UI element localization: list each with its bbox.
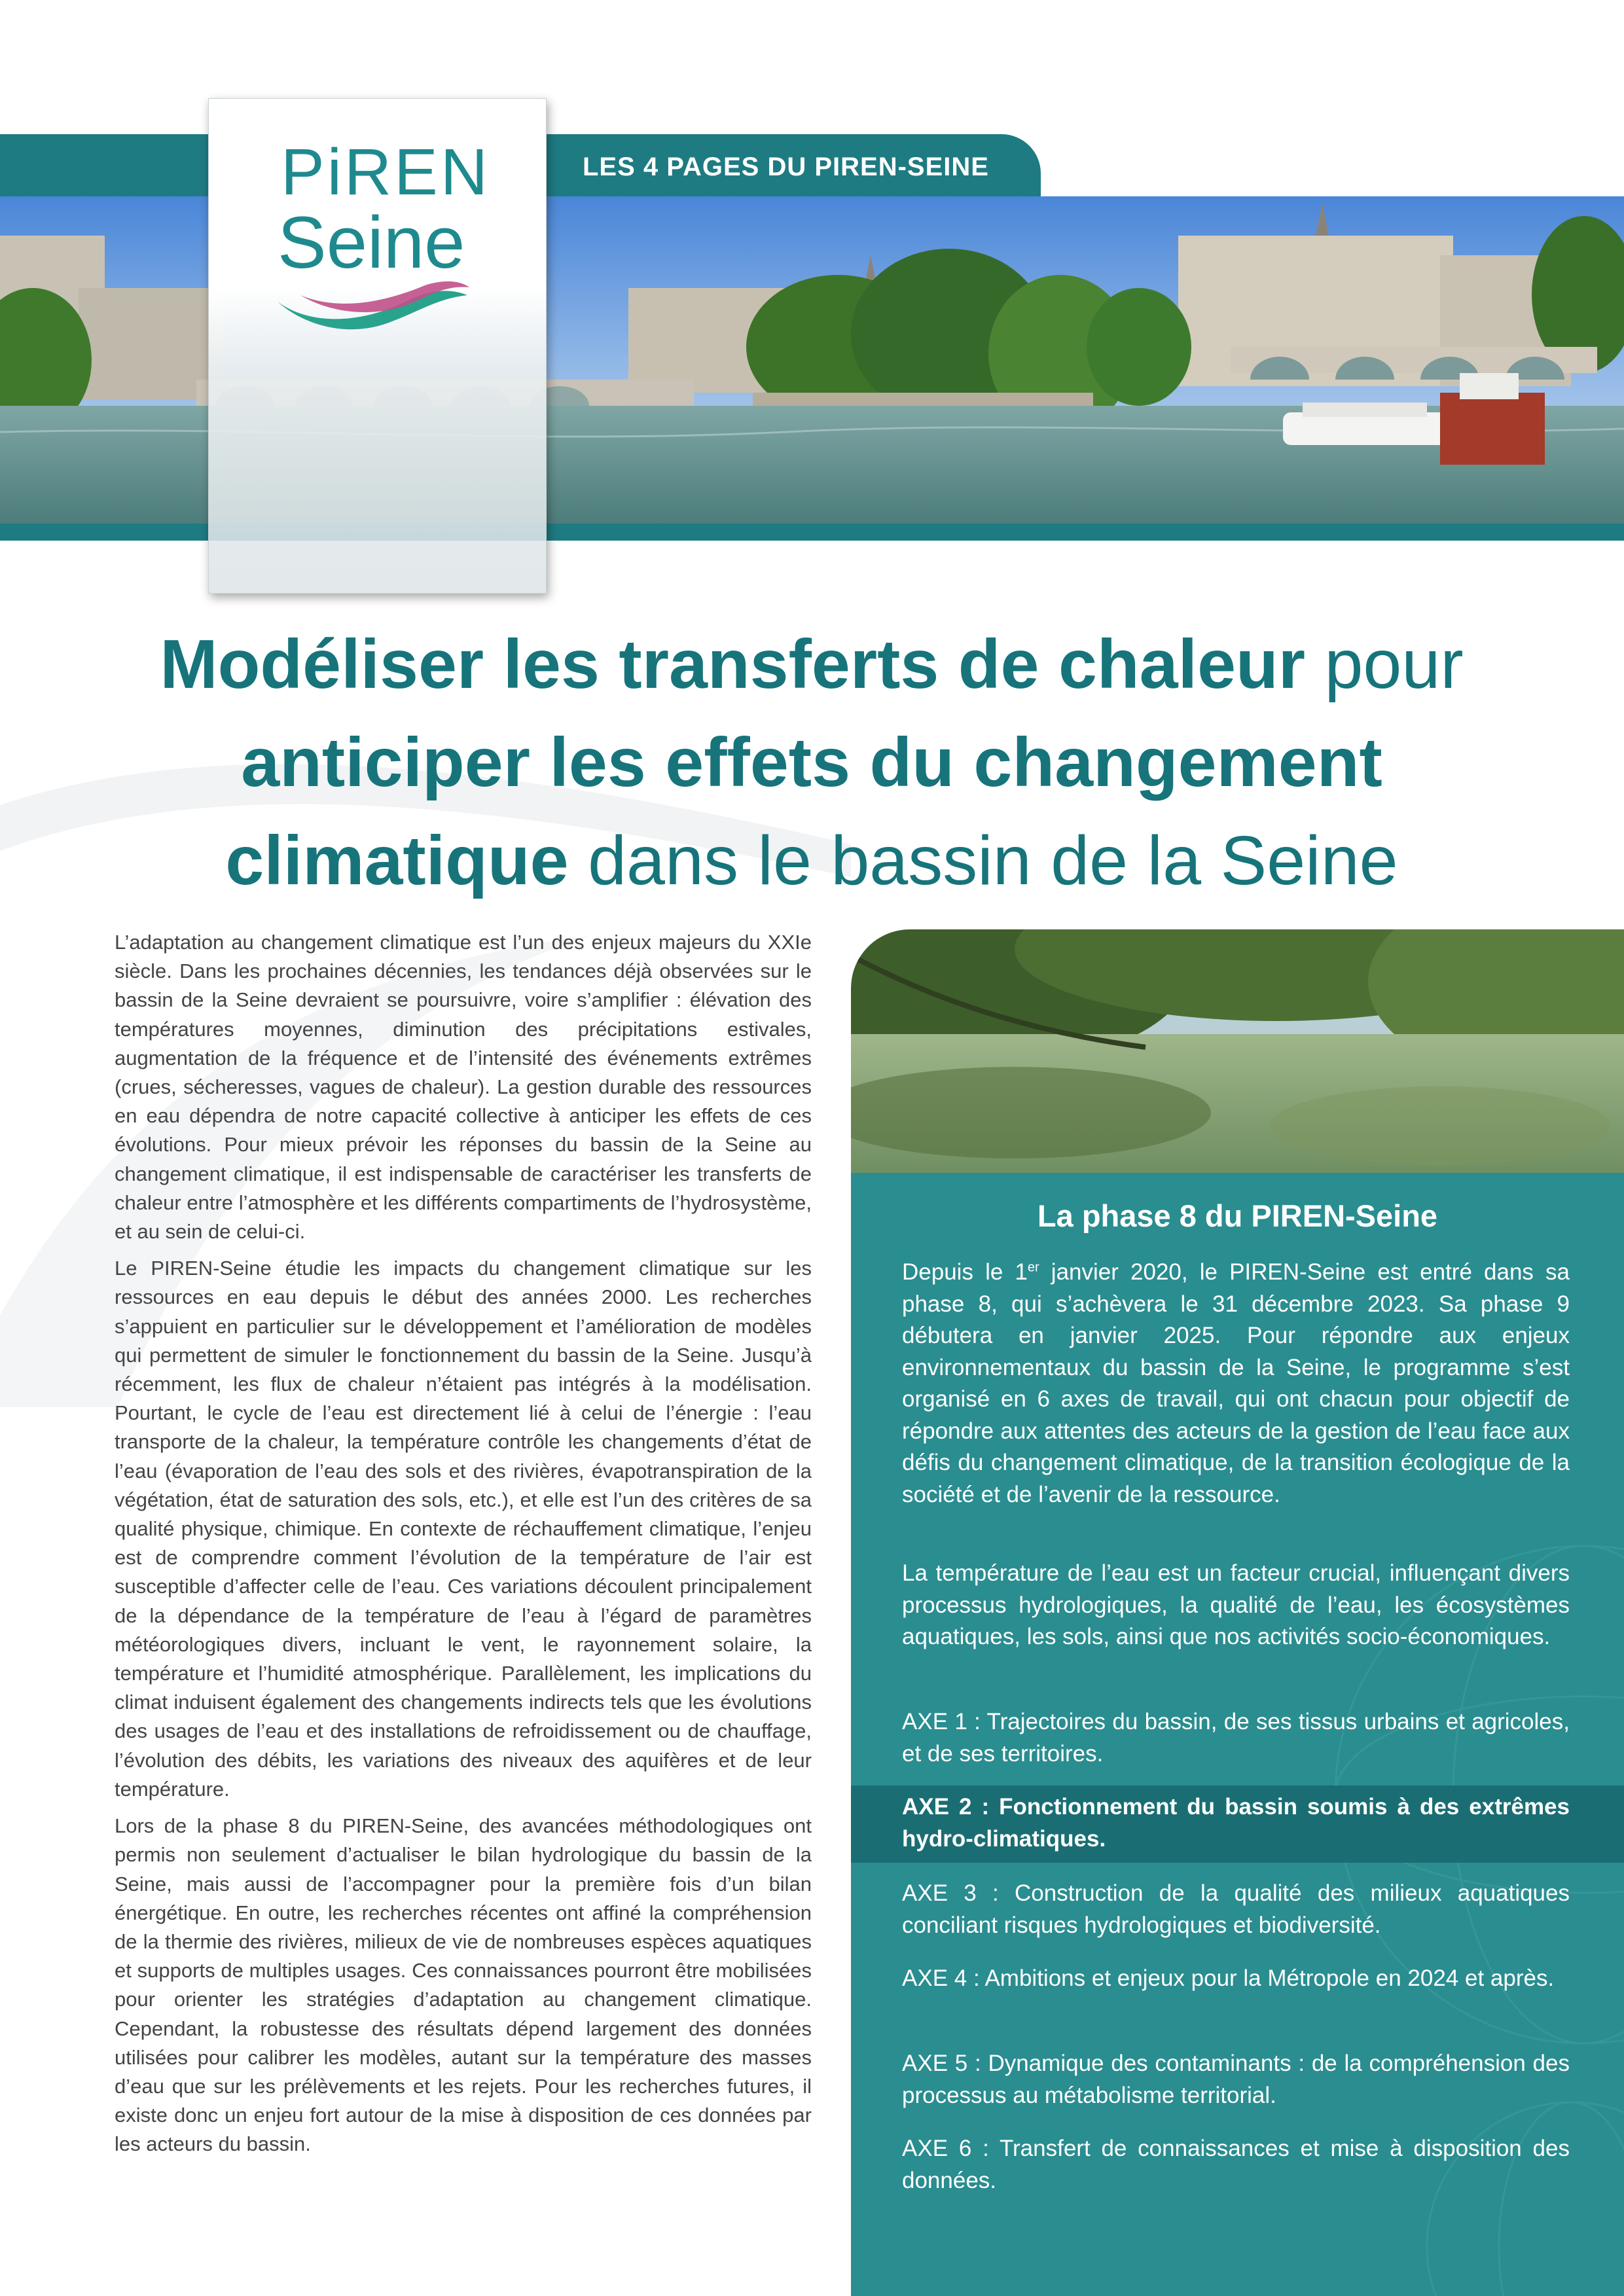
body-paragraph-3: Lors de la phase 8 du PIREN-Seine, des avancées méthodologiques ont permis non seulement d’actualiser le bilan hydrologique du bassin de la Seine, mais aussi de l’accompagner pour la première fois d’un bilan énergétique. En outre, les recherches récentes ont affiné la compréhension de la thermie des rivières, milieux de vie de nombreuses espèces aquatiques et supports de multiples usages. Ces connaissances pourront être mobilisées pour orienter les stratégies d’adaptation au changement climatique. Cependant, la robustesse des résultats dépend largement des données utilisées pour calibrer les modèles, autant sur la température des masses d’eau que sur les prélèvements et les rejets. Pour les recherches futures, il existe donc un enjeu fort autour de la mise à disposition de ces données par les acteurs du bassin. <box>115 1814 812 2156</box>
logo-seine-text: Seine <box>278 202 465 283</box>
body-text-column <box>115 928 812 2167</box>
sidebar-intro <box>902 1257 1570 1511</box>
phase8-sidebar <box>851 1173 1624 2296</box>
axis-3: AXE 3 : Construction de la qualité des milieux aquatiques conciliant risques hydrologiques et biodiversité. <box>902 1880 1570 1938</box>
axis-5: AXE 5 : Dynamique des contaminants : de la compréhension des processus au métabolisme territorial. <box>902 2051 1570 2108</box>
series-label: LES 4 PAGES DU PIREN-SEINE <box>583 152 989 181</box>
series-tab <box>543 134 1041 196</box>
body-paragraph-2: Le PIREN-Seine étudie les impacts du changement climatique sur les ressources en eau depuis le début des années 2000. Les recherches s’appuient en particulier sur le développement et l’amélioration de modèles qui permettent de simuler le fonctionnement du bassin de la Seine. Jusqu’à récemment, les flux de chaleur n’étaient pas intégrés à la modélisation. Pourtant, le cycle de l’eau est directement lié à celui de l’énergie : l’eau transporte de la chaleur, la température contrôle les changements d’état de l’eau (évaporation de l’eau des sols et des rivières, évapotranspiration de la végétation, état de saturation des sols, etc.), et elle est l’un des critères de sa qualité physique, chimique. En contexte de réchauffement climatique, l’enjeu est de comprendre comment l’évolution de la température de l’air est susceptible d’affecter celle de l’eau. Ces variations découlent principalement de la dépendance de la température de l’eau à l’égard de paramètres météorologiques divers, incluant le vent, le rayonnement solaire, la température et l’humidité atmosphérique. Parallèlement, les implications du climat induisent également des changements indirects tels que les évolutions des usages de l’eau et des installations de refroidissement ou de chauffage, l’évolution des débits, les variations des niveaux des aquifères et de leur température. <box>115 1257 812 1801</box>
title-part1-bold: Modéliser les transferts de chaleur <box>160 626 1306 703</box>
sidebar-title: La phase 8 du PIREN-Seine <box>1037 1198 1438 1233</box>
title-part2-bold: anticiper les effets du changement <box>241 724 1382 801</box>
sidebar-temperature-text: La température de l’eau est un facteur crucial, influençant divers processus hydrologiques, la qualité de l’eau, les écosystèmes aquatiques, les sols, ainsi que nos activités socio-économiques. <box>902 1560 1570 1649</box>
body-paragraph-1: L’adaptation au changement climatique est l’un des enjeux majeurs du XXIe siècle. Dans les prochaines décennies, les tendances déjà observées sur le bassin de la Seine devraient se poursuivre, voire s’amplifier : élévation des températures moyennes, diminution des précipitations estivales, augmentation de la fréquence et de l’intensité des événements extrêmes (crues, sécheresses, vagues de chaleur). La gestion durable des ressources en eau dépendra de notre capacité collective à anticiper les effets de ces évolutions. Pour mieux prévoir les réponses du bassin de la Seine au changement climatique, il est indispensable de caractériser les transferts de chaleur entre l’atmosphère et les différents compartiments de l’hydrosystème, et au sein de celui-ci. <box>115 931 812 1244</box>
sidebar-intro-start: Depuis le 1 <box>902 1259 1028 1285</box>
sidebar-intro-sup: er <box>1027 1260 1039 1275</box>
river-photo <box>851 929 1624 1173</box>
page-title <box>98 615 1525 910</box>
axis-2: AXE 2 : Fonctionnement du bassin soumis à des extrêmes hydro-climatiques. <box>902 1794 1570 1852</box>
axis-6: AXE 6 : Transfert de connaissances et mise à disposition des données. <box>902 2136 1570 2193</box>
title-part3-bold: climatique <box>225 822 569 899</box>
axis-1: AXE 1 : Trajectoires du bassin, de ses tissus urbains et agricoles, et de ses territoires. <box>902 1709 1570 1767</box>
title-part1-regular: pour <box>1305 626 1464 703</box>
piren-seine-logo <box>208 98 547 594</box>
logo-swoosh-icon <box>274 276 471 341</box>
axis-4: AXE 4 : Ambitions et enjeux pour la Métropole en 2024 et après. <box>902 1965 1555 1991</box>
sidebar-intro-rest: janvier 2020, le PIREN-Seine est entré dans sa phase 8, qui s’achèvera le 31 décembre 2023. Sa phase 9 débutera en janvier 2025. Pour répondre aux enjeux environnementaux du bassin de la Seine, le programme s’est organisé en 6 axes de travail, qui ont chacun pour objectif de répondre aux attentes des acteurs de la gestion de l’eau face aux défis du changement climatique, de la transition écologique de la société et de l’avenir de la ressource. <box>902 1259 1570 1507</box>
logo-piren-text: PiREN <box>281 135 491 209</box>
title-part3-regular: dans le bassin de la Seine <box>568 822 1398 899</box>
